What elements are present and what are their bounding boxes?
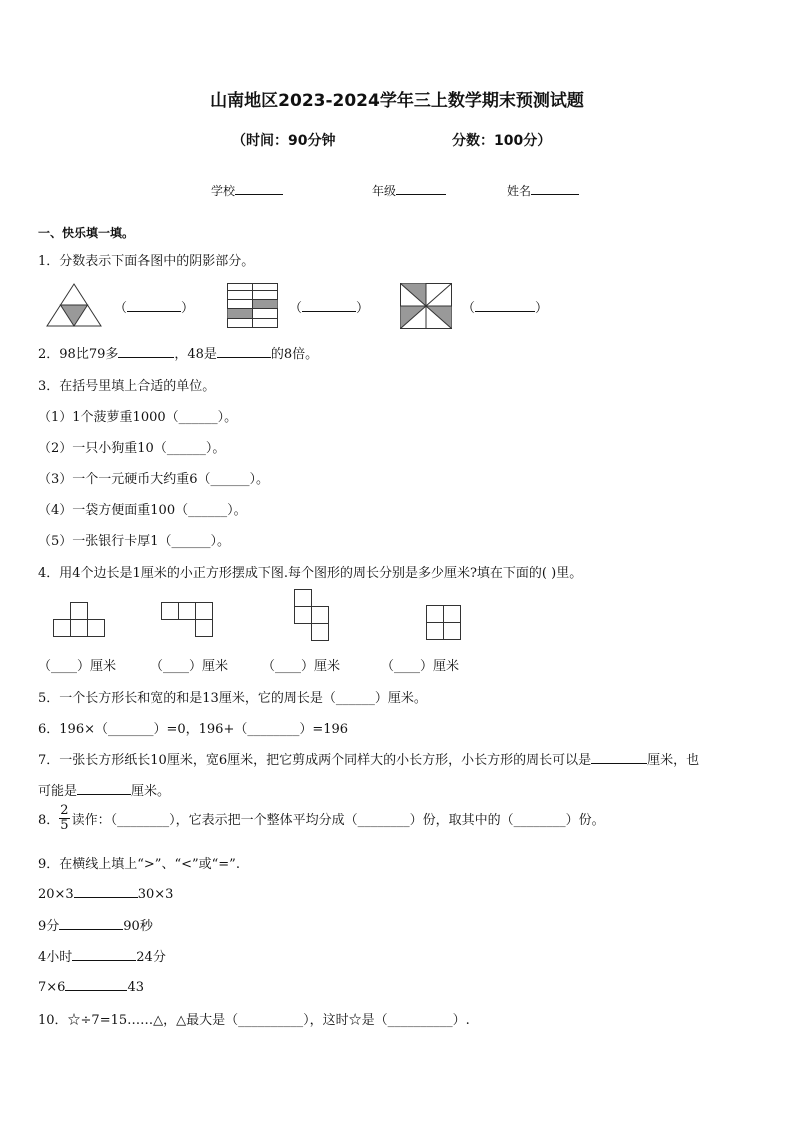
- page-title: 山南地区2023-2024学年三上数学期末预测试题: [210, 91, 584, 111]
- q10-text: 10．☆÷7=15……△，△最大是（__________），这时☆是（__________）.: [38, 1013, 470, 1028]
- q6-text: 6．196×（_______）=0，196+（________）=196: [38, 722, 349, 737]
- q9-item: 20×3 30×3: [38, 884, 173, 902]
- school-blank[interactable]: [235, 181, 283, 195]
- section-title: 一、快乐填一填。: [38, 226, 135, 240]
- striped-rectangle-figure: [227, 283, 278, 328]
- school-label: 学校: [211, 184, 236, 198]
- q3-item: （5）一张银行卡厚1（______）。: [38, 534, 231, 549]
- q7-blank-1[interactable]: [591, 750, 647, 764]
- grade-field: [372, 181, 446, 199]
- exam-score: 分数：100分）: [452, 133, 552, 149]
- star-square-figure: [400, 283, 452, 329]
- q4-text: 4．用4个边长是1厘米的小正方形摆成下图.每个图形的周长分别是多少厘米?填在下面的( )里。: [38, 566, 583, 581]
- q3-item: （4）一袋方便面重100（______）。: [38, 503, 247, 518]
- grade-blank[interactable]: [396, 181, 446, 195]
- q9-blank[interactable]: [65, 977, 127, 991]
- q3-text: 3．在括号里填上合适的单位。: [38, 379, 216, 394]
- q8-text: 8． $\frac{2}{5}$ 读作：（________），它表示把一个整体平均分成（________）份，取其中的（________）份。: [38, 803, 605, 833]
- q7-text: 7．一张长方形纸长10厘米，宽6厘米，把它剪成两个同样大的小长方形，小长方形的周长可以是 厘米，也: [38, 749, 699, 768]
- name-field: [507, 181, 579, 199]
- q9-blank[interactable]: [74, 884, 138, 898]
- fraction: $\frac{2}{5}$: [60, 803, 69, 833]
- q1-text: 1．分数表示下面各图中的阴影部分。: [38, 254, 255, 269]
- q7-text-cont: 可能是 厘米。: [38, 780, 170, 799]
- q4-answer-2[interactable]: （____）厘米: [150, 659, 229, 674]
- q5-text: 5．一个长方形长和宽的和是13厘米，它的周长是（______）厘米。: [38, 691, 427, 706]
- triangle-figure: [45, 282, 103, 328]
- q2-text: 2．98比79多 ，48是 的8倍。: [38, 343, 318, 362]
- q9-item: 7×6 43: [38, 977, 144, 995]
- exam-time: （时间：90分钟: [232, 133, 336, 149]
- q9-blank[interactable]: [59, 916, 123, 930]
- name-label: 姓名: [507, 184, 532, 198]
- q9-blank[interactable]: [72, 947, 136, 961]
- q4-answer-1[interactable]: （____）厘米: [38, 659, 117, 674]
- q4-answer-3[interactable]: （____）厘米: [262, 659, 341, 674]
- q4-shape-2: [161, 602, 214, 638]
- q4-answer-4[interactable]: （____）厘米: [381, 659, 460, 674]
- q9-item: 4小时 24分: [38, 946, 166, 965]
- q3-item: （1）1个菠萝重1000（______）。: [38, 410, 238, 425]
- q4-shape-1: [53, 602, 106, 638]
- q2-blank-2[interactable]: [217, 344, 271, 358]
- q9-text: 9．在横线上填上“>”、“<”或“=”.: [38, 857, 240, 872]
- q4-shape-4: [426, 605, 463, 642]
- q7-blank-2[interactable]: [77, 781, 131, 795]
- school-field: [211, 181, 283, 199]
- name-blank[interactable]: [531, 181, 579, 195]
- q1-answer-2[interactable]: （ ）: [289, 297, 369, 316]
- q3-item: （3）一个一元硬币大约重6（______）。: [38, 472, 270, 487]
- q9-item: 9分 90秒: [38, 915, 153, 934]
- q4-shape-3: [294, 589, 331, 642]
- q1-answer-3[interactable]: （ ）: [462, 297, 548, 316]
- grade-label: 年级: [372, 184, 397, 198]
- q3-item: （2）一只小狗重10（______）。: [38, 441, 226, 456]
- q1-answer-1[interactable]: （ ）: [114, 297, 194, 316]
- q2-blank-1[interactable]: [118, 344, 174, 358]
